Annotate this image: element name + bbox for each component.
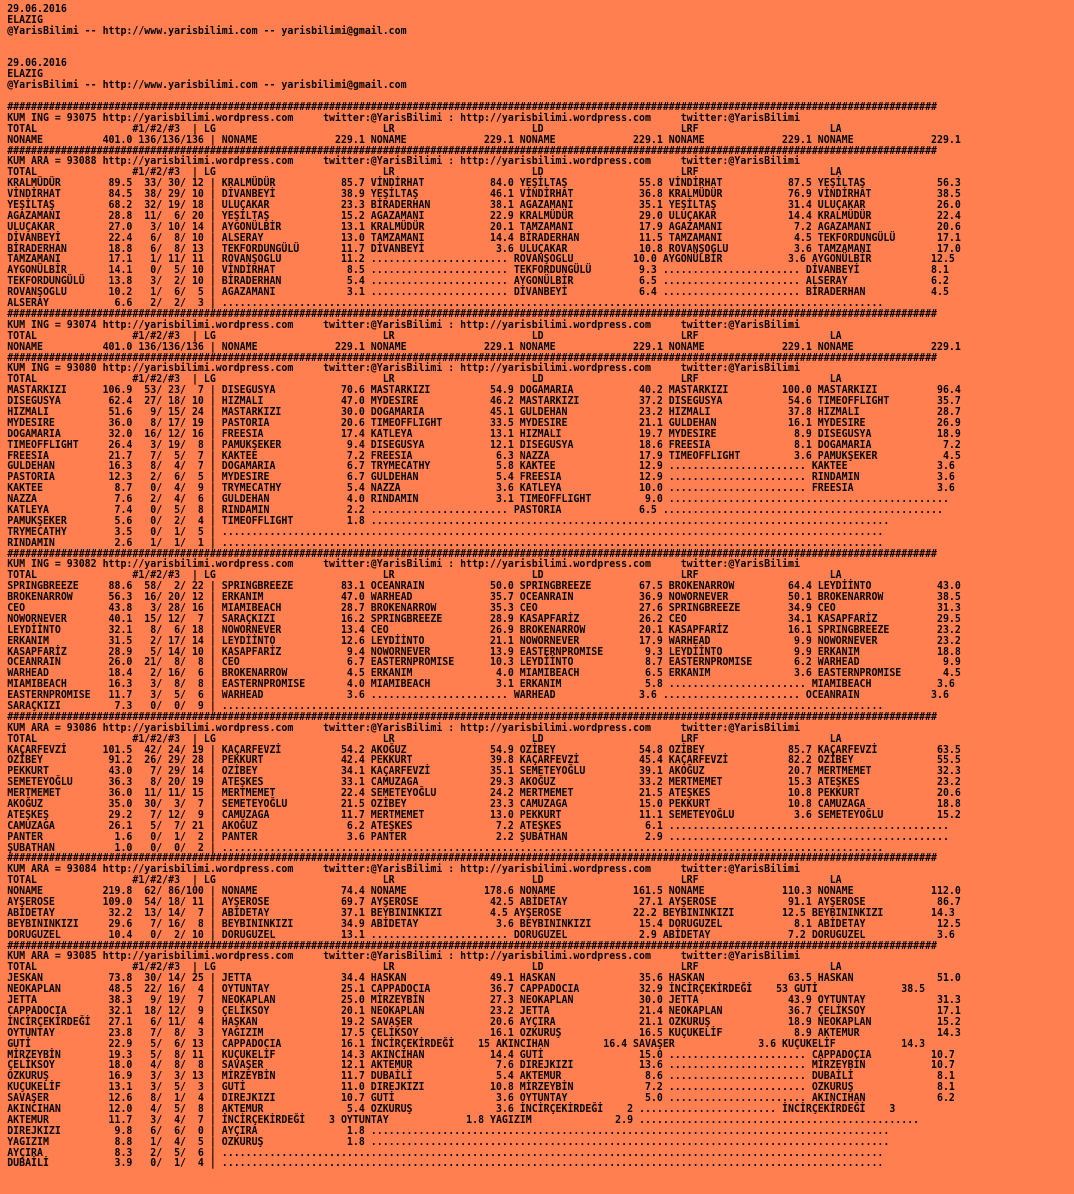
result-row: OCEANRAIN 26.0 21/ 8/ 8 | CEO 6.7 EASTERNPROMISE 10.3 LEYDİİNTO 8.7 EASTERNPROMISE 6.2 WARHEAD 9.9 xyxy=(7,655,961,669)
column-header-line: TOTAL #1/#2/#3 | LG LR LD LRF LA xyxy=(7,731,842,745)
result-row: NOWORNEVER 40.1 15/ 12/ 7 | SARAÇKIZI 16.2 SPRINGBREEZE 28.9 KASAPFARİZ 26.2 CEO 34.1 KASAPFARİZ 29.5 xyxy=(7,611,961,625)
column-header-line: TOTAL #1/#2/#3 | LG LR LD LRF LA xyxy=(7,165,842,179)
result-row: AKOĞUZ 35.0 30/ 3/ 7 | SEMETEYOĞLU 21.5 OZİBEY 23.3 CAMUZAGA 15.0 PEKKURT 10.8 CAMUZAGA 18.8 xyxy=(7,797,961,811)
result-row: KAÇARFEVZİ 101.5 42/ 24/ 19 | KAÇARFEVZİ 54.2 AKOĞUZ 54.9 OZİBEY 54.8 OZİBEY 85.7 KAÇARFEVZİ 63.5 xyxy=(7,742,961,756)
result-row: SARAÇKIZI 7.3 0/ 0/ 9 | ............................................................................................................... xyxy=(7,699,884,712)
result-row: CAMUZAGA 26.1 5/ 7/ 21 | AKOĞUZ 6.2 ATEŞKES 7.2 ATEŞKES 6.1 ............................................... xyxy=(7,818,949,832)
section-separator: ############################################################################################################################################################ xyxy=(7,546,938,560)
result-row: MYDESIRE 36.0 8/ 17/ 19 | PASTORIA 20.6 TIMEOFFLIGHT 33.5 MYDESIRE 21.1 GULDEHAN 16.1 MYDESIRE 26.9 xyxy=(7,415,961,429)
result-row: ŞUBATHAN 1.0 0/ 0/ 2 | ............................................................................................................... xyxy=(7,840,884,854)
result-row: BEYBININKIZI 29.6 7/ 16/ 8 | BEYBININKIZI 34.9 ABİDETAY 3.6 BEYBININKIZI 15.4 DORUGUZEL 8.1 ABİDETAY 12.5 xyxy=(7,916,961,930)
result-row: MİRZEYBİN 19.3 5/ 8/ 11 | KUÇUKELİF 14.3 AKINCIHAN 14.4 GUTİ 15.0 ....................... CAPPADOCIA 10.7 xyxy=(7,1047,955,1061)
section-separator: ############################################################################################################################################################ xyxy=(7,709,938,723)
result-row: TEKFORDUNGÜLÜ 13.8 3/ 2/ 10 | BİRADERHAN 5.4 ....................... AYGONÜLBİR 6.5 ....................... ALSERAY 6.2 xyxy=(7,274,949,288)
race-header-line: KUM ING = 93082 http://yarisbilimi.wordpress.com twitter:@YarisBilimi : http://yarisbilimi.wordpress.com twitter:@YarisBilimi xyxy=(7,557,800,571)
result-row: EASTERNPROMISE 11.7 3/ 5/ 6 | WARHEAD 3.6 ....................... WARHEAD 3.6 ....................... OCEANRAIN 3.6 xyxy=(7,688,949,702)
result-row: JESKAN 73.8 30/ 14/ 25 | JETTA 34.4 HASKAN 49.1 HASKAN 35.6 HASKAN 63.5 HASKAN 51.0 xyxy=(7,971,961,985)
header-line: 29.06.2016 xyxy=(7,2,67,15)
result-row: NONAME 219.8 62/ 86/100 | NONAME 74.4 NONAME 178.6 NONAME 161.5 NONAME 110.3 NONAME 112.0 xyxy=(7,884,961,898)
header-line: @YarisBilimi -- http://www.yarisbilimi.com -- yarisbilimi@gmail.com xyxy=(7,23,407,37)
result-row: OZKURUŞ 16.9 3/ 3/ 13 | MİRZEYBİN 11.7 DUBAİLİ 5.4 AKTEMUR 8.6 ....................... DUBAİLİ 8.1 xyxy=(7,1069,955,1083)
result-row: AGAZAMANI 28.8 11/ 6/ 20 | YEŞİLTAŞ 15.2 AGAZAMANI 22.9 KRALMÜDÜR 29.0 ULUÇAKAR 14.4 KRALMÜDÜR 22.4 xyxy=(7,208,961,222)
result-row: DIREJKIZI 9.8 6/ 6/ 0 | AYÇIRA 1.8 ....................................................................................... xyxy=(7,1123,890,1137)
race-header-line: KUM ARA = 93085 http://yarisbilimi.wordpress.com twitter:@YarisBilimi : http://yarisbilimi.wordpress.com twitter:@YarisBilimi xyxy=(7,949,800,963)
result-row: AKTEMUR 11.7 3/ 4/ 7 | İNCİRÇEKİRDEĞİ 3 OYTUNTAY 1.8 YAGIZIM 2.9 ............................................... xyxy=(7,1112,920,1126)
result-row: FREESIA 21.7 7/ 5/ 7 | KAKTEE 7.2 FREESIA 6.3 NAZZA 17.9 TIMEOFFLIGHT 3.6 PAMUKŞEKER 4.5 xyxy=(7,448,961,462)
race-header-line: KUM ING = 93080 http://yarisbilimi.wordpress.com twitter:@YarisBilimi : http://yarisbilimi.wordpress.com twitter:@YarisBilimi xyxy=(7,361,800,375)
column-header-line: TOTAL #1/#2/#3 | LG LR LD LRF LA xyxy=(7,328,842,342)
result-row: NEOKAPLAN 48.5 22/ 16/ 4 | OYTUNTAY 25.1 CAPPADOCIA 36.7 CAPPADOCIA 32.9 İNCİRÇEKİRDEĞİ 53 GUTİ 38.5 xyxy=(7,982,926,996)
result-row: GUTİ 22.9 5/ 6/ 13 | CAPPADOCIA 16.1 İNCİRÇEKİRDEĞİ 15 AKINCIHAN 16.4 SAVAŞER 3.6 KUÇUKELİF 14.3 xyxy=(7,1036,926,1050)
column-header-line: TOTAL #1/#2/#3 | LG LR LD LRF LA xyxy=(7,121,842,135)
race-header-line: KUM ING = 93074 http://yarisbilimi.wordpress.com twitter:@YarisBilimi : http://yarisbilimi.wordpress.com twitter:@YarisBilimi xyxy=(7,317,800,331)
race-header-line: KUM ARA = 93086 http://yarisbilimi.wordpress.com twitter:@YarisBilimi : http://yarisbilimi.wordpress.com twitter:@YarisBilimi xyxy=(7,720,800,734)
header-line: 29.06.2016 xyxy=(7,56,67,70)
result-row: SAVAŞER 12.6 8/ 1/ 4 | DIREJKIZI 10.7 GUTİ 3.6 OYTUNTAY 5.0 ....................... AKINCIHAN 6.2 xyxy=(7,1091,955,1105)
result-row: KUÇUKELİF 13.1 3/ 5/ 3 | GUTİ 11.0 DIREJKIZI 10.8 MİRZEYBİN 7.2 ....................... OZKURUŞ 8.1 xyxy=(7,1080,955,1094)
result-row: CEO 43.8 3/ 28/ 16 | MIAMIBEACH 28.7 BROKENARROW 35.3 CEO 27.6 SPRINGBREEZE 34.9 CEO 31.3 xyxy=(7,600,961,614)
section-separator: ############################################################################################################################################################ xyxy=(7,938,938,952)
result-row: GULDEHAN 16.3 8/ 4/ 7 | DOGAMARIA 6.7 TRYMECATHY 5.8 KAKTEE 12.9 ....................... KAKTEE 3.6 xyxy=(7,459,955,473)
result-row: JETTA 38.3 9/ 19/ 7 | NEOKAPLAN 25.0 MİRZEYBİN 27.3 NEOKAPLAN 30.0 JETTA 43.9 OYTUNTAY 31.3 xyxy=(7,993,961,1007)
result-row: AYÇIRA 8.3 2/ 5/ 6 | ............................................................................................................... xyxy=(7,1145,884,1159)
race-header-line: KUM ARA = 93084 http://yarisbilimi.wordpress.com twitter:@YarisBilimi : http://yarisbilimi.wordpress.com twitter:@YarisBilimi xyxy=(7,862,800,876)
result-row: ABİDETAY 32.2 13/ 14/ 7 | ABİDETAY 37.1 BEYBININKIZI 4.5 AYŞEROSE 22.2 BEYBININKIZI 12.5 BEYBININKIZI 14.3 xyxy=(7,905,955,919)
result-row: ÇELİKSOY 18.0 4/ 8/ 8 | SAVAŞER 12.1 AKTEMUR 7.6 DIREJKIZI 13.6 ....................... MİRZEYBİN 10.7 xyxy=(7,1058,955,1072)
result-row: PANTER 1.6 0/ 1/ 2 | PANTER 3.6 PANTER 2.2 ŞUBATHAN 2.9 ............................................... xyxy=(7,829,949,843)
section-separator: ############################################################################################################################################################ xyxy=(7,350,938,364)
result-row: PASTORIA 12.3 2/ 6/ 5 | MYDESIRE 6.7 GULDEHAN 5.4 FREESIA 12.9 ....................... RINDAMIN 3.6 xyxy=(7,470,955,484)
result-row: TRYMECATHY 3.5 0/ 1/ 5 | ............................................................................................................... xyxy=(7,524,884,538)
result-row: TIMEOFFLIGHT 26.4 3/ 19/ 8 | PAMUKŞEKER 9.4 DISEGUSYA 12.1 DISEGUSYA 18.6 FREESIA 8.1 DOGAMARIA 7.2 xyxy=(7,437,961,451)
result-row: NAZZA 7.6 2/ 4/ 6 | GULDEHAN 4.0 RINDAMIN 3.1 TIMEOFFLIGHT 9.0 ............................................... xyxy=(7,492,949,506)
result-row: DORUGUZEL 10.4 0/ 2/ 10 | DORUGUZEL 13.1 ....................... DORUGUZEL 2.9 ABİDETAY 7.2 DORUGUZEL 3.6 xyxy=(7,927,955,941)
result-row: AYGONÜLBİR 14.1 0/ 5/ 10 | VİNDİRHAT 8.5 ....................... TEKFORDUNGÜLÜ 9.3 ....................... DİVANBEYİ 8.1 xyxy=(7,263,949,277)
result-row: ALSERAY 6.6 2/ 2/ 3 | ............................................................................................................... xyxy=(7,296,884,310)
race-header-line: KUM ING = 93075 http://yarisbilimi.wordpress.com twitter:@YarisBilimi : http://yarisbilimi.wordpress.com twitter:@YarisBilimi xyxy=(7,110,800,124)
result-row: YEŞİLTAŞ 68.2 32/ 19/ 18 | ULUÇAKAR 23.3 BİRADERHAN 38.1 AGAZAMANI 35.1 YEŞİLTAŞ 31.4 ULUÇAKAR 26.0 xyxy=(7,198,961,212)
result-row: KASAPFARİZ 28.9 5/ 14/ 10 | KASAPFARİZ 9.4 NOWORNEVER 13.9 EASTERNPROMISE 9.3 LEYDİİNTO 9.9 ERKANIM 18.8 xyxy=(7,644,961,658)
column-header-line: TOTAL #1/#2/#3 | LG LR LD LRF LA xyxy=(7,372,842,386)
result-row: LEYDİİNTO 32.1 8/ 6/ 18 | NOWORNEVER 13.4 CEO 26.9 BROKENARROW 20.1 KASAPFARİZ 16.1 SPRINGBREEZE 23.2 xyxy=(7,622,961,636)
result-row: BİRADERHAN 18.8 6/ 8/ 13 | TEKFORDUNGÜLÜ 11.7 DİVANBEYİ 3.6 ULUÇAKAR 10.8 ROVANŞOGLU 3.6 TAMZAMANI 17.0 xyxy=(7,241,961,255)
result-row: NONAME 401.0 136/136/136 | NONAME 229.1 NONAME 229.1 NONAME 229.1 NONAME 229.1 NONAME 229.1 xyxy=(7,132,961,146)
header-line: ELAZIG xyxy=(7,67,43,81)
result-row: NONAME 401.0 136/136/136 | NONAME 229.1 NONAME 229.1 NONAME 229.1 NONAME 229.1 NONAME 229.1 xyxy=(7,339,961,353)
result-row: DOGAMARIA 32.0 16/ 12/ 16 | FREESIA 17.4 KATLEYA 13.1 HIZMALI 19.7 MYDESIRE 8.9 DISEGUSYA 18.9 xyxy=(7,426,961,440)
result-row: SEMETEYOĞLU 36.3 8/ 20/ 19 | ATEŞKES 33.1 CAMUZAGA 29.3 AKOĞUZ 33.2 MERTMEMET 15.3 ATEŞKES 23.2 xyxy=(7,775,961,789)
section-separator: ############################################################################################################################################################ xyxy=(7,306,938,320)
result-row: VİNDİRHAT 84.5 38/ 29/ 10 | DİVANBEYİ 38.9 YEŞİLTAŞ 46.1 VİNDİRHAT 36.8 KRALMÜDÜR 76.9 VİNDİRHAT 38.5 xyxy=(7,187,961,201)
result-row: ULUÇAKAR 27.0 3/ 10/ 14 | AYGONÜLBİR 13.1 KRALMÜDÜR 20.1 TAMZAMANI 17.9 AGAZAMANI 7.2 AGAZAMANI 20.6 xyxy=(7,219,961,233)
result-row: OYTUNTAY 23.8 7/ 8/ 3 | YAGIZIM 17.5 ÇELİKSOY 16.1 OZKURUŞ 16.5 KUÇUKELİF 8.9 AKTEMUR 14.3 xyxy=(7,1025,961,1039)
result-row: KAKTEE 8.7 0/ 4/ 9 | TRYMECATHY 5.4 NAZZA 3.6 KATLEYA 10.0 ....................... FREESIA 3.6 xyxy=(7,481,955,495)
result-row: MIAMIBEACH 16.3 3/ 8/ 8 | EASTERNPROMISE 4.0 MIAMIBEACH 3.1 ERKANIM 5.8 ....................... MIAMIBEACH 3.6 xyxy=(7,677,955,691)
race-header-line: KUM ARA = 93088 http://yarisbilimi.wordpress.com twitter:@YarisBilimi : http://yarisbilimi.wordpress.com twitter:@YarisBilimi xyxy=(7,154,800,168)
header-line xyxy=(7,48,966,59)
section-separator: ############################################################################################################################################################ xyxy=(7,851,938,865)
result-row: KATLEYA 7.4 0/ 5/ 8 | RINDAMIN 2.2 ....................... PASTORIA 6.5 ............................................... xyxy=(7,502,943,516)
result-row: DUBAİLİ 3.9 0/ 1/ 4 | ............................................................................................................... xyxy=(7,1156,884,1170)
result-row: YAGIZIM 8.8 1/ 4/ 5 | OZKURUŞ 1.8 ....................................................................................... xyxy=(7,1134,890,1148)
result-row: BROKENARROW 56.3 16/ 20/ 12 | ERKANIM 47.0 WARHEAD 35.7 OCEANRAIN 36.9 NOWORNEVER 50.1 BROKENARROW 38.5 xyxy=(7,590,961,604)
column-header-line: TOTAL #1/#2/#3 | LG LR LD LRF LA xyxy=(7,960,842,974)
result-row: RINDAMIN 2.6 1/ 1/ 1 | ............................................................................................................... xyxy=(7,535,884,549)
result-row: OZİBEY 91.2 26/ 29/ 28 | PEKKURT 42.4 PEKKURT 39.8 KAÇARFEVZİ 45.4 KAÇARFEVZİ 82.2 OZİBEY 55.5 xyxy=(7,753,961,767)
result-row: AKINCIHAN 12.0 4/ 5/ 8 | AKTEMUR 5.4 OZKURUŞ 3.6 İNCİRÇEKİRDEĞİ 2 ....................... İNCİRÇEKİRDEĞİ 3 xyxy=(7,1101,896,1115)
header-line: ELAZIG xyxy=(7,12,43,26)
result-row: HIZMALI 51.6 9/ 15/ 24 | MASTARKIZI 30.0 DOGAMARIA 45.1 GULDEHAN 23.2 HIZMALI 37.8 HIZMALI 28.7 xyxy=(7,404,961,418)
result-row: ATEŞKEŞ 29.2 7/ 12/ 9 | CAMUZAGA 11.7 MERTMEMET 13.0 PEKKURT 11.1 SEMETEYOĞLU 3.6 SEMETEYOĞLU 15.2 xyxy=(7,807,961,821)
section-separator: ############################################################################################################################################################ xyxy=(7,143,938,157)
result-row: SPRINGBREEZE 88.6 58/ 2/ 22 | SPRINGBREEZE 83.1 OCEANRAIN 50.0 SPRINGBREEZE 67.5 BROKENARROW 64.4 LEYDİİNTO 43.0 xyxy=(7,579,961,593)
result-row: PAMUKŞEKER 5.6 0/ 2/ 4 | TIMEOFFLIGHT 1.8 ....................................................................................... xyxy=(7,513,890,527)
header-line: @YarisBilimi -- http://www.yarisbilimi.com -- yarisbilimi@gmail.com xyxy=(7,78,407,92)
result-row: KRALMÜDÜR 89.5 33/ 30/ 12 | KRALMÜDÜR 85.7 VİNDİRHAT 84.0 YEŞİLTAŞ 55.8 VİNDİRHAT 87.5 YEŞİLTAŞ 56.3 xyxy=(7,176,961,190)
result-row: MERTMEMET 36.0 11/ 11/ 15 | MERTMEMET 22.4 SEMETEYOĞLU 24.2 MERTMEMET 21.5 ATEŞKES 10.8 PEKKURT 20.6 xyxy=(7,786,961,800)
result-row: ROVANŞOGLU 10.2 1/ 6/ 5 | AGAZAMANI 3.1 ....................... DİVANBEYİ 6.4 ....................... BİRADERHAN 4.5 xyxy=(7,285,949,299)
result-row: DISEGUSYA 62.4 27/ 18/ 10 | HIZMALI 47.0 MYDESIRE 46.2 MASTARKIZI 37.2 DISEGUSYA 54.6 TIMEOFFLIGHT 35.7 xyxy=(7,394,961,408)
section-separator: ############################################################################################################################################################ xyxy=(7,100,938,114)
column-header-line: TOTAL #1/#2/#3 | LG LR LD LRF LA xyxy=(7,873,842,887)
header-line xyxy=(7,37,966,48)
result-row: AYŞEROSE 109.0 54/ 18/ 11 | AYŞEROSE 69.7 AYŞEROSE 42.5 ABİDETAY 27.1 AYŞEROSE 91.1 AYŞEROSE 86.7 xyxy=(7,895,961,909)
result-row: MASTARKIZI 106.9 53/ 23/ 7 | DISEGUSYA 70.6 MASTARKIZI 54.9 DOGAMARIA 40.2 MASTARKIZI 100.0 MASTARKIZI 96.4 xyxy=(7,383,961,397)
result-row: İNCİRÇEKİRDEĞİ 27.1 6/ 11/ 4 | HAŞKAN 19.2 SAVAŞER 20.6 AYÇIRA 21.1 OZKURUŞ 18.9 NEOKAPLAN 15.2 xyxy=(7,1014,961,1028)
column-header-line: TOTAL #1/#2/#3 | LG LR LD LRF LA xyxy=(7,568,842,582)
result-row: DİVANBEYİ 22.4 6/ 8/ 10 | ALSERAY 13.0 TAMZAMANI 14.4 BİRADERHAN 11.5 TAMZAMANI 4.5 TEKFORDUNGÜLÜ 17.1 xyxy=(7,230,961,244)
result-row: CAPPADOCIA 32.1 18/ 12/ 9 | ÇELİKSOY 20.1 NEOKAPLAN 23.2 JETTA 21.4 NEOKAPLAN 36.7 ÇELİKSOY 17.1 xyxy=(7,1003,961,1017)
result-row: TAMZAMANI 17.1 1/ 11/ 11 | ROVANŞOGLU 11.2 ....................... ROVANŞOGLU 10.0 AYGONÜLBİR 3.6 AYGONÜLBİR 12.5 xyxy=(7,252,955,266)
result-row: ERKANIM 31.5 2/ 17/ 14 | LEYDİİNTO 12.6 LEYDİİNTO 21.1 NOWORNEVER 17.9 WARHEAD 9.9 NOWORNEVER 23.2 xyxy=(7,633,961,647)
result-row: PEKKURT 43.0 7/ 29/ 14 | OZİBEY 34.1 KAÇARFEVZİ 35.1 SEMETEYOĞLU 39.1 AKOĞUZ 20.7 MERTMEMET 32.3 xyxy=(7,764,961,778)
result-row: WARHEAD 18.4 2/ 16/ 6 | BROKENARROW 4.5 ERKANIM 4.0 MIAMIBEACH 6.5 ERKANIM 3.6 EASTERNPROMISE 4.5 xyxy=(7,666,961,680)
